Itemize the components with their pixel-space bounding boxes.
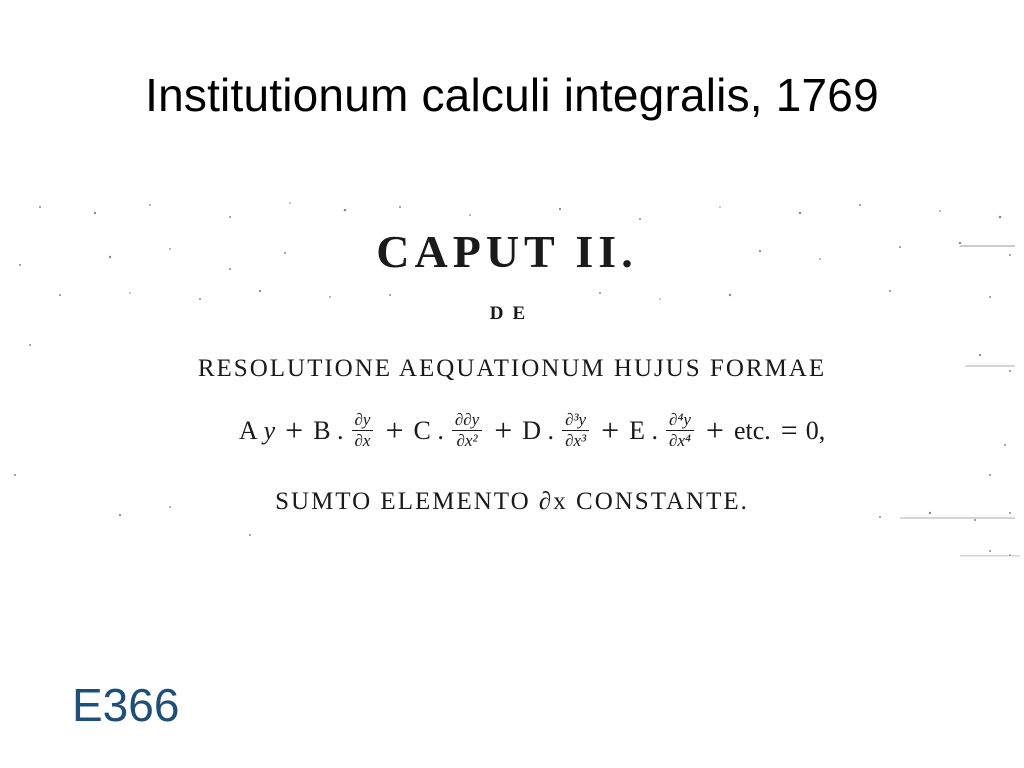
- differential-equation: [20, 410, 1024, 451]
- eq-coef-b: B .: [313, 415, 344, 445]
- eq-plus: +: [385, 412, 404, 448]
- eq-fraction-3: [562, 410, 589, 451]
- eq-fraction-1-den: ∂x: [354, 431, 371, 450]
- eq-coef-a: A: [238, 415, 258, 445]
- eq-fraction-1-num: ∂y: [352, 410, 374, 431]
- eq-coef-d: D .: [522, 415, 555, 445]
- de-line: DE: [489, 303, 535, 324]
- eq-plus: +: [494, 412, 513, 448]
- eq-fraction-4-num: ∂⁴y: [666, 410, 694, 431]
- eq-zero: 0,: [805, 415, 826, 445]
- condition-line: SUMTO ELEMENTO ∂x CONSTANTE.: [275, 488, 749, 515]
- scanned-page-excerpt: [0, 195, 1024, 570]
- eq-coef-e: E .: [629, 415, 659, 445]
- eq-fraction-2-den: ∂x²: [456, 431, 478, 450]
- eq-etc: etc.: [733, 415, 771, 445]
- slide-footer-label: E366: [72, 679, 180, 731]
- eq-fraction-4-den: ∂x⁴: [669, 431, 691, 450]
- eq-coef-c: C .: [413, 415, 444, 445]
- eq-var-y: y: [263, 415, 276, 445]
- eq-fraction-2-num: ∂∂y: [452, 410, 482, 431]
- section-heading: RESOLUTIONE AEQUATIONUM HUJUS FORMAE: [197, 355, 827, 382]
- slide-title: Institutionum calculi integralis, 1769: [145, 69, 879, 121]
- chapter-heading: CAPUT II.: [376, 226, 638, 277]
- eq-fraction-3-den: ∂x³: [565, 431, 587, 450]
- eq-fraction-4: [666, 410, 694, 451]
- eq-plus: +: [285, 412, 304, 448]
- eq-fraction-2: [452, 410, 482, 451]
- eq-fraction-3-num: ∂³y: [562, 410, 589, 431]
- eq-equals: =: [780, 413, 796, 447]
- eq-plus: +: [705, 412, 724, 448]
- eq-fraction-1: [352, 410, 374, 451]
- eq-plus: +: [601, 412, 620, 448]
